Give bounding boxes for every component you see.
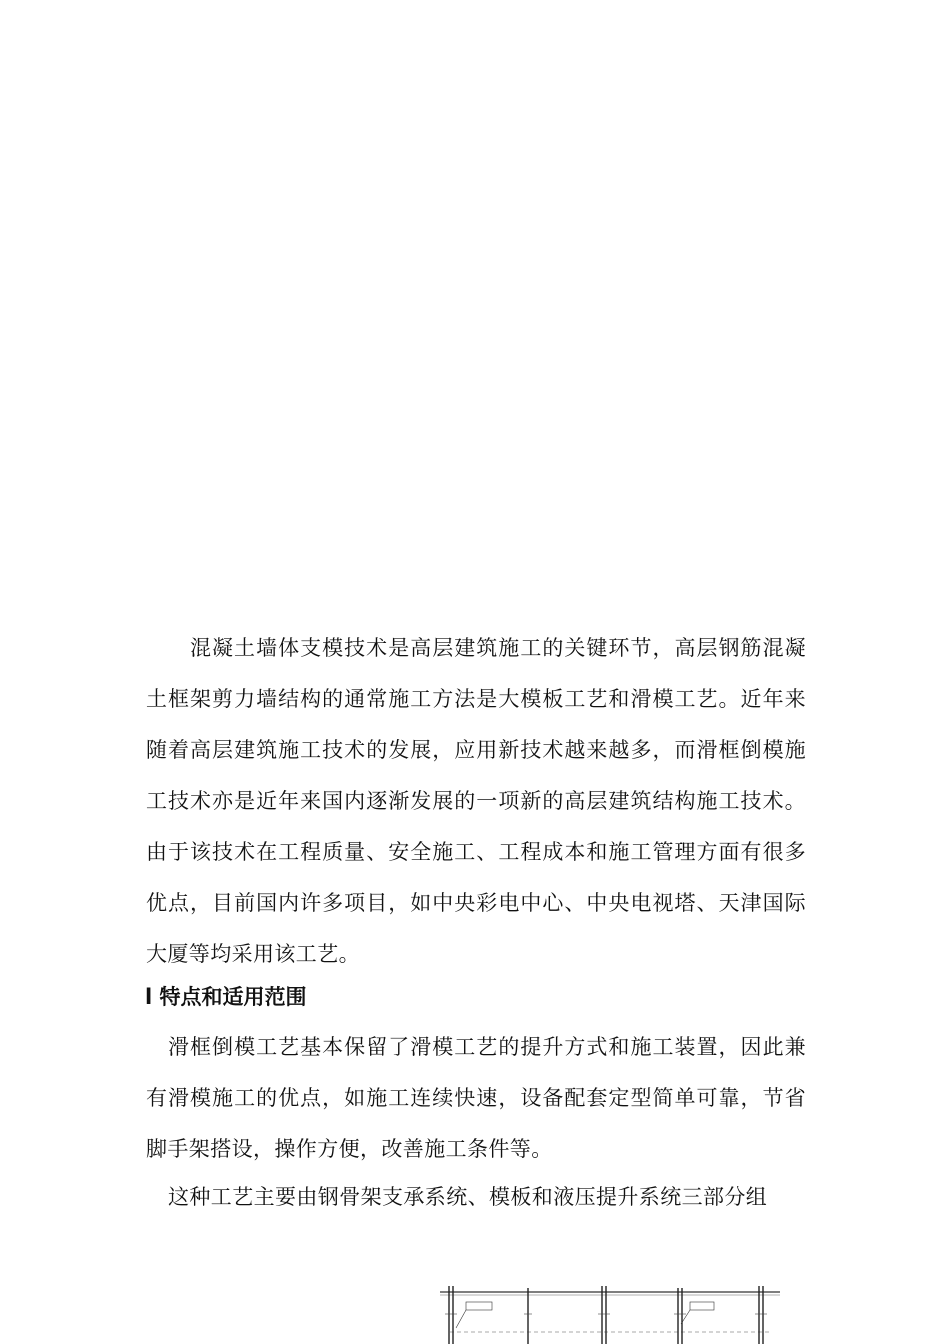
intro-paragraph: 混凝土墙体支模技术是高层建筑施工的关键环节，高层钢筋混凝土框架剪力墙结构的通常施工方法是大模板工艺和滑模工艺。近年来随着高层建筑施工技术的发展，应用新技术越来越多，而滑框倒模施工技术亦是近年来国内逐渐发展的一项新的高层建筑结构施工技术。由于该技术在工程质量、安全施工、工程成本和施工管理方面有很多优点，目前国内许多项目，如中央彩电中心、中央电视塔、天津国际大厦等均采用该工艺。 bbox=[146, 636, 806, 966]
components-paragraph: 这种工艺主要由钢骨架支承系统、模板和液压提升系统三部分组 bbox=[168, 1185, 768, 1209]
section-heading: l 特点和适用范围 bbox=[145, 985, 307, 1009]
structure-drawing bbox=[440, 1284, 780, 1344]
structure-drawing-svg bbox=[440, 1284, 780, 1344]
features-paragraph: 滑框倒模工艺基本保留了滑模工艺的提升方式和施工装置，因此兼有滑模施工的优点，如施工连续快速，设备配套定型简单可靠，节省脚手架搭设，操作方便，改善施工条件等。 bbox=[146, 1035, 806, 1161]
